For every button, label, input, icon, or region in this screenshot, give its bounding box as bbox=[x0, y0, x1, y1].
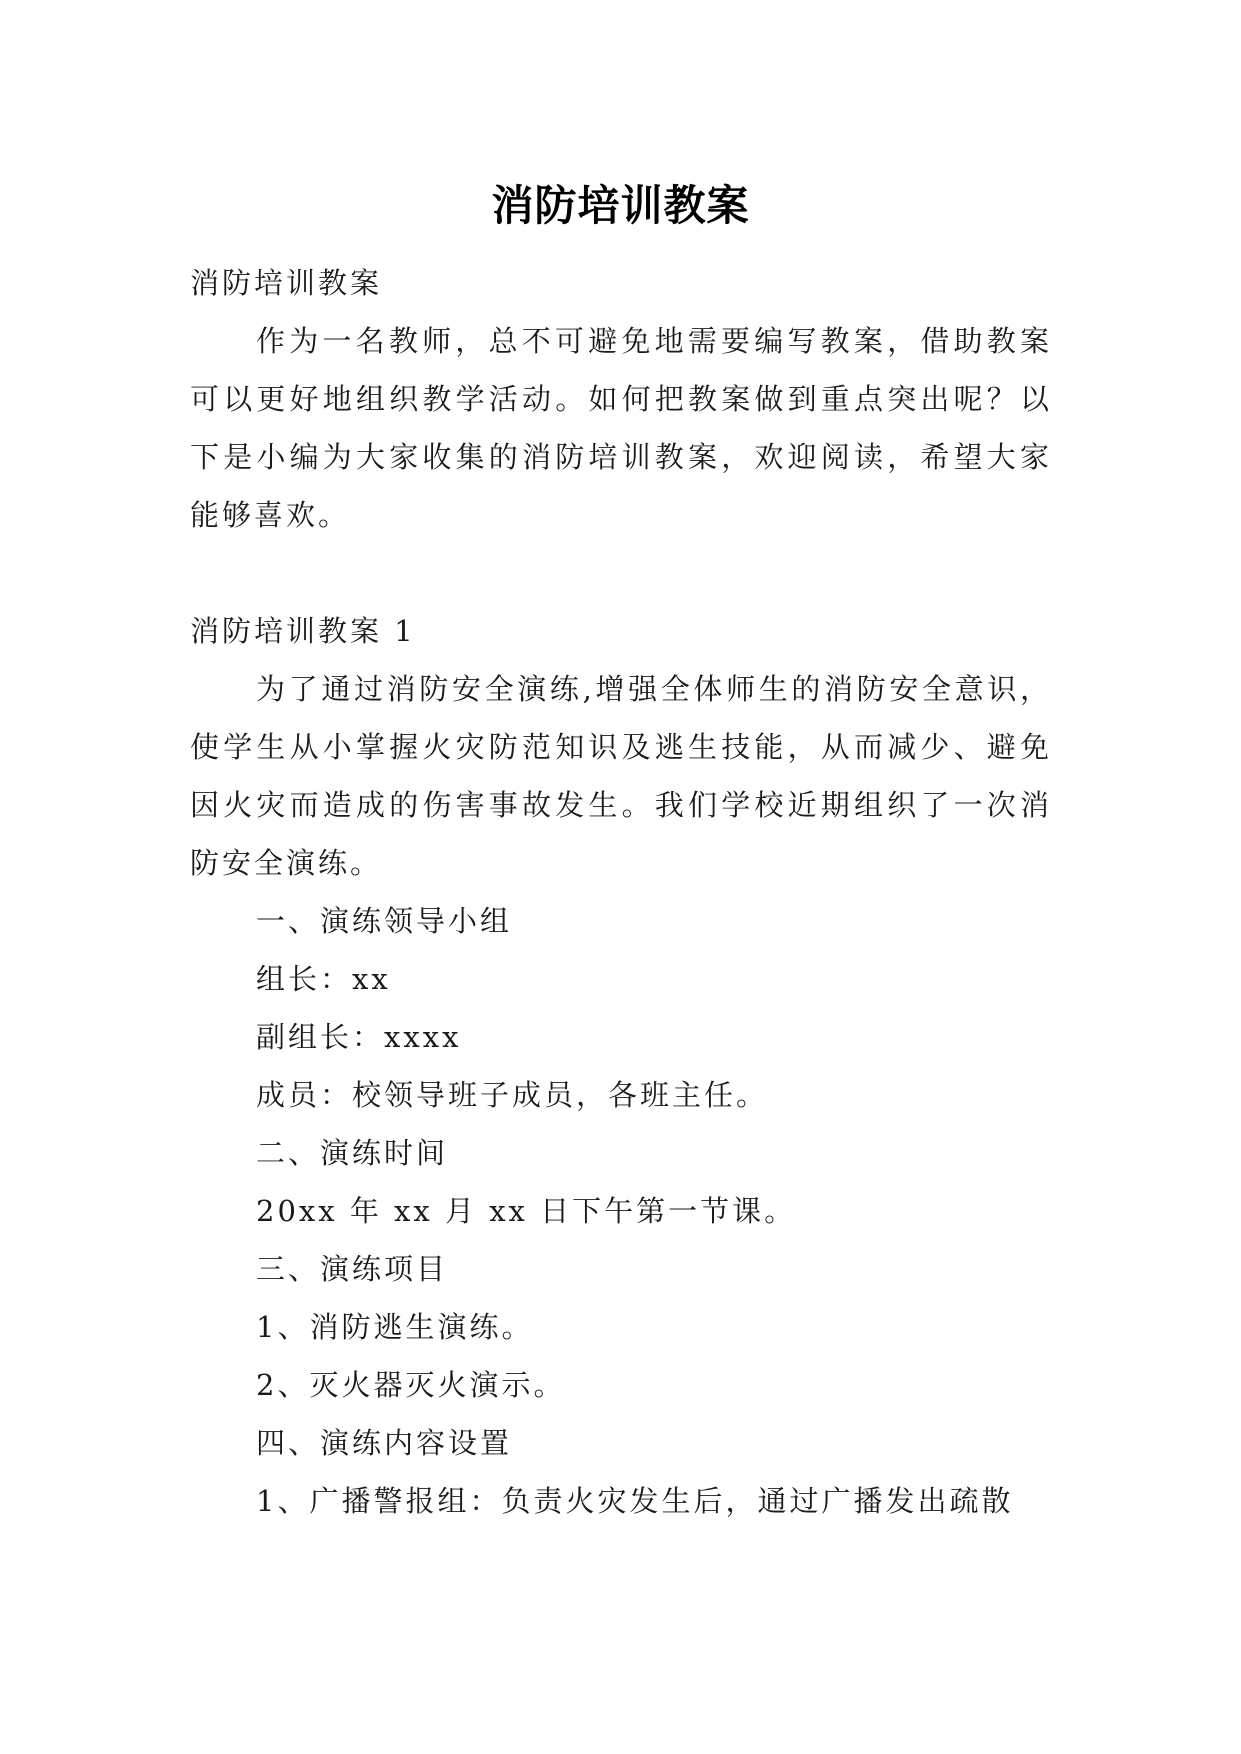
list-item: 三、演练项目 bbox=[256, 1252, 449, 1286]
list-item: 成员：校领导班子成员，各班主任。 bbox=[256, 1078, 769, 1112]
list-item: 组长：xx bbox=[256, 962, 391, 996]
list-item: 副组长：xxxx bbox=[256, 1020, 462, 1054]
document-title: 消防培训教案 bbox=[491, 181, 750, 231]
document-body bbox=[190, 254, 1052, 1530]
intro-paragraph: 作为一名教师，总不可避免地需要编写教案，借助教案可以更好地组织教学活动。如何把教案做到重点突出呢？以下是小编为大家收集的消防培训教案，欢迎阅读，希望大家能够喜欢。 bbox=[190, 324, 1052, 532]
intro-heading: 消防培训教案 bbox=[190, 266, 383, 300]
list-item: 1、消防逃生演练。 bbox=[256, 1310, 534, 1344]
list-item: 二、演练时间 bbox=[256, 1136, 449, 1170]
section-paragraph: 为了通过消防安全演练,增强全体师生的消防安全意识，使学生从小掌握火灾防范知识及逃生技能，从而减少、避免因火灾而造成的伤害事故发生。我们学校近期组织了一次消防安全演练。 bbox=[190, 672, 1052, 880]
list-item: 一、演练领导小组 bbox=[256, 904, 513, 938]
section-heading: 消防培训教案 1 bbox=[190, 614, 416, 648]
section-gap bbox=[190, 544, 1052, 602]
list-item: 四、演练内容设置 bbox=[256, 1426, 513, 1460]
list-item: 2、灭火器灭火演示。 bbox=[256, 1368, 566, 1402]
list-item: 20xx 年 xx 月 xx 日下午第一节课。 bbox=[256, 1194, 797, 1228]
last-line: 1、广播警报组：负责火灾发生后，通过广播发出疏散 bbox=[256, 1484, 1014, 1518]
